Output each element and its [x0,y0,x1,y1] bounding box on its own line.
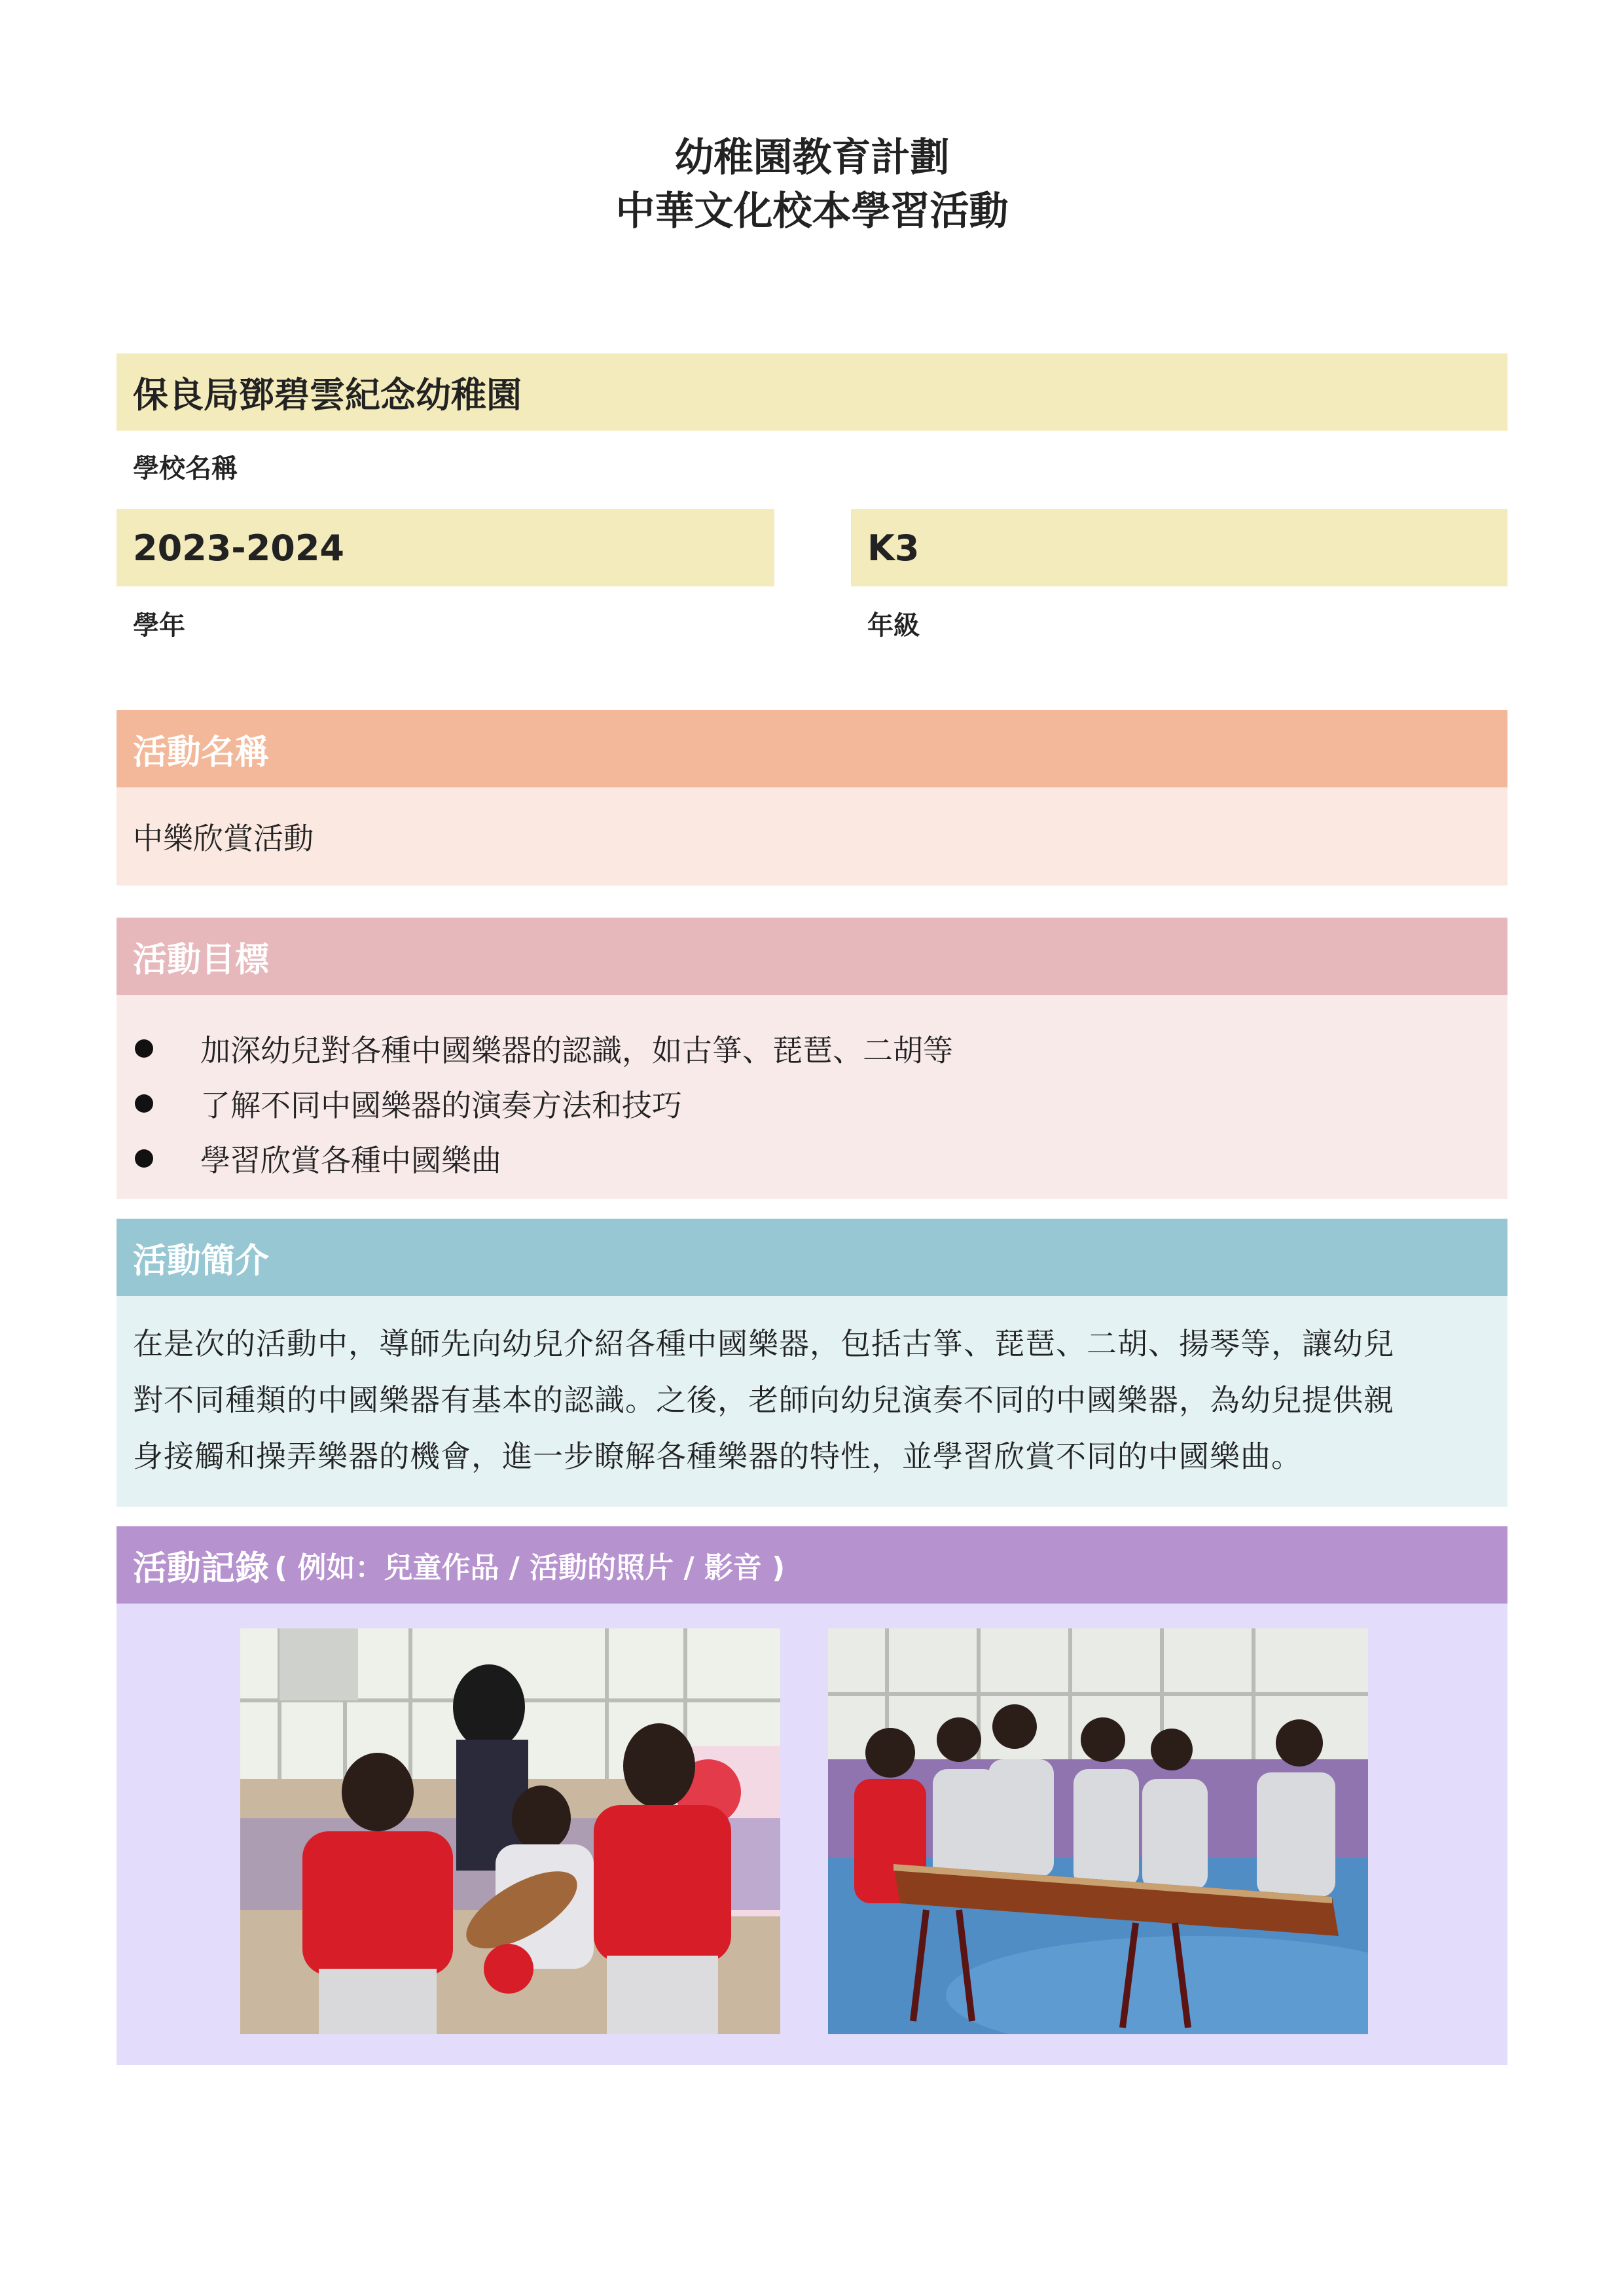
objectives-list [133,1021,953,1186]
activity-name-heading-text: 活動名稱 [133,732,270,772]
school-name-value: 保良局鄧碧雲紀念幼稚園 [133,374,522,416]
objective-text: 了解不同中國樂器的演奏方法和技巧 [200,1088,682,1123]
bullet-icon [135,1094,153,1113]
summary-line-1: 在是次的活動中，導師先向幼兒介紹各種中國樂器，包括古箏、琵琶、二胡、揚琴等，讓幼兒 [133,1326,1394,1361]
grade-label: 年級 [867,611,920,641]
objective-text: 學習欣賞各種中國樂曲 [200,1143,501,1178]
photo-guzheng-image [828,1628,1368,2034]
school-name-label: 學校名稱 [133,454,238,484]
summary-heading-text: 活動簡介 [133,1241,270,1281]
objectives-heading [117,918,1507,995]
grade-field [851,509,1507,586]
objective-text: 加深幼兒對各種中國樂器的認識，如古箏、琵琶、二胡等 [200,1033,953,1068]
records-heading-text: 活動記錄 [133,1549,270,1588]
title-line-2: 中華文化校本學習活動 [615,188,1009,234]
summary-paragraph [133,1296,1491,1484]
summary-body [117,1296,1507,1507]
title-line-1: 幼稚園教育計劃 [674,135,950,181]
objectives-body [117,995,1507,1199]
bullet-icon [135,1039,153,1058]
summary-line-2: 對不同種類的中國樂器有基本的認識。之後，老師向幼兒演奏不同的中國樂器，為幼兒提供親 [133,1382,1394,1418]
school-year-field [117,509,774,586]
objectives-heading-text: 活動目標 [133,940,270,980]
list-item [133,1021,953,1076]
records-heading-note: ( 例如：兒童作品 / 活動的照片 / 影音 ) [274,1551,785,1585]
list-item [133,1131,953,1186]
school-year-label: 學年 [133,611,185,641]
list-item [133,1076,953,1131]
activity-photo-pipa [240,1628,780,2034]
activity-photo-guzheng [828,1628,1368,2034]
activity-name-heading [117,710,1507,787]
activity-name-body [117,787,1507,886]
bullet-icon [135,1149,153,1168]
school-name-field [117,353,1507,431]
summary-heading [117,1219,1507,1296]
photo-pipa-image [240,1628,780,2034]
records-heading [117,1526,1507,1604]
summary-line-3: 身接觸和操弄樂器的機會，進一步瞭解各種樂器的特性，並學習欣賞不同的中國樂曲。 [133,1439,1302,1474]
grade-value: K3 [867,527,920,569]
activity-name-value: 中樂欣賞活動 [133,821,314,856]
page-title [0,131,1624,238]
school-year-value: 2023-2024 [133,527,344,569]
